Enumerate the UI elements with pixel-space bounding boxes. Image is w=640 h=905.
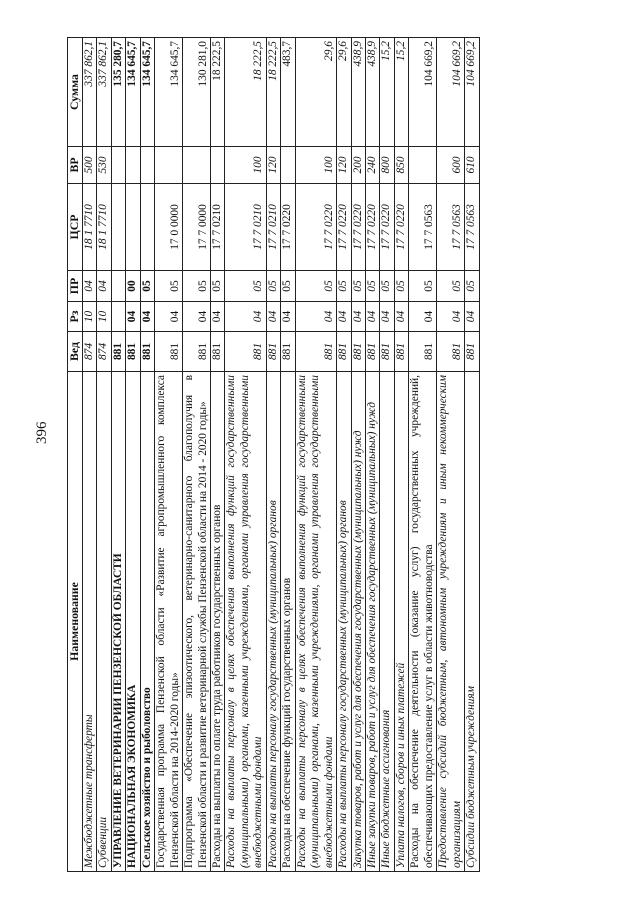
cell-pr: 05: [409, 271, 437, 302]
header-csr: ЦСР: [68, 184, 83, 271]
cell-vr: [140, 147, 154, 184]
cell-pr: 05: [225, 271, 266, 302]
cell-sum: 104 669,2: [437, 38, 465, 147]
cell-ved: 881: [210, 332, 224, 372]
cell-vr: [111, 147, 125, 184]
cell-vr: 100: [225, 147, 266, 184]
table-row: [281, 38, 295, 872]
cell-ved: 881: [437, 332, 465, 372]
cell-ved: 881: [225, 332, 266, 372]
cell-vr: [183, 147, 211, 184]
cell-ved: 881: [409, 332, 437, 372]
cell-sum: 15,2: [380, 38, 394, 147]
cell-name: Расходы на обеспечение деятельности (оказание услуг) государственных учреждений, обеспечивающих предоставление услуг в области животноводства: [409, 372, 437, 872]
cell-ved: 881: [380, 332, 394, 372]
cell-rz: 04: [140, 302, 154, 332]
table-row: [111, 38, 125, 872]
cell-ved: 881: [465, 332, 479, 372]
cell-sum: 438,9: [365, 38, 379, 147]
cell-pr: 05: [437, 271, 465, 302]
cell-pr: 04: [97, 271, 111, 302]
cell-csr: 17 7 0210: [210, 184, 224, 271]
table-header-row: [68, 38, 83, 872]
table-row: [437, 38, 465, 872]
cell-rz: 04: [380, 302, 394, 332]
cell-name: Расходы на выплаты персоналу государственных (муниципальных) органов: [337, 372, 351, 872]
cell-csr: [140, 184, 154, 271]
cell-csr: [111, 184, 125, 271]
cell-vr: [210, 147, 224, 184]
cell-rz: 04: [183, 302, 211, 332]
cell-pr: 05: [380, 271, 394, 302]
cell-pr: 05: [351, 271, 365, 302]
cell-csr: 17 0 0000: [155, 184, 183, 271]
cell-rz: 04: [351, 302, 365, 332]
cell-sum: 29,6: [337, 38, 351, 147]
cell-name: Закупка товаров, работ и услуг для обеспечения государственных (муниципальных) нужд: [351, 372, 365, 872]
cell-vr: 850: [394, 147, 408, 184]
cell-pr: 05: [337, 271, 351, 302]
cell-rz: 04: [365, 302, 379, 332]
cell-rz: 04: [266, 302, 280, 332]
cell-rz: 10: [82, 302, 96, 332]
cell-rz: 04: [225, 302, 266, 332]
header-vr: ВР: [68, 147, 83, 184]
cell-csr: 17 7 0210: [266, 184, 280, 271]
cell-sum: 337 862,1: [97, 38, 111, 147]
cell-pr: 05: [266, 271, 280, 302]
cell-ved: 881: [337, 332, 351, 372]
cell-sum: 438,9: [351, 38, 365, 147]
cell-ved: 881: [126, 332, 140, 372]
cell-csr: 17 7 0220: [380, 184, 394, 271]
cell-rz: 04: [210, 302, 224, 332]
cell-sum: 29,6: [295, 38, 336, 147]
cell-vr: [126, 147, 140, 184]
cell-ved: 881: [365, 332, 379, 372]
table-row: [225, 38, 266, 872]
cell-csr: 17 7 0210: [225, 184, 266, 271]
cell-sum: 135 280,7: [111, 38, 125, 147]
table-row: [82, 38, 96, 872]
cell-vr: 120: [266, 147, 280, 184]
cell-sum: 104 669,2: [465, 38, 479, 147]
table-row: [465, 38, 479, 872]
cell-rz: 04: [394, 302, 408, 332]
table-row: [97, 38, 111, 872]
cell-pr: 05: [183, 271, 211, 302]
cell-name: Расходы на выплаты персоналу в целях обеспечения выполнения функций государственными (муниципальными) органами, казенными учреждениями, органами управления государственными внебюджетными фондами: [295, 372, 336, 872]
table-row: [351, 38, 365, 872]
cell-ved: 881: [183, 332, 211, 372]
cell-csr: 17 7 0563: [437, 184, 465, 271]
cell-vr: 610: [465, 147, 479, 184]
cell-vr: 120: [337, 147, 351, 184]
header-rz: Рз: [68, 302, 83, 332]
table-row: [126, 38, 140, 872]
cell-vr: 240: [365, 147, 379, 184]
header-sum: Сумма: [68, 38, 83, 147]
cell-vr: [409, 147, 437, 184]
header-pr: ПР: [68, 271, 83, 302]
cell-csr: 17 7 0220: [351, 184, 365, 271]
cell-rz: 04: [437, 302, 465, 332]
cell-ved: 874: [97, 332, 111, 372]
cell-sum: 483,7: [281, 38, 295, 147]
cell-name: Субвенции: [97, 372, 111, 872]
cell-name: Расходы на выплаты персоналу в целях обеспечения выполнения функций государственными (муниципальными) органами, казенными учреждениями, органами управления государственными внебюджетными фондами: [225, 372, 266, 872]
cell-name: НАЦИОНАЛЬНАЯ ЭКОНОМИКА: [126, 372, 140, 872]
cell-csr: 18 1 7710: [82, 184, 96, 271]
table-row: [365, 38, 379, 872]
cell-pr: 05: [465, 271, 479, 302]
cell-sum: 337 862,1: [82, 38, 96, 147]
cell-rz: 04: [465, 302, 479, 332]
table-row: [295, 38, 336, 872]
cell-name: Субсидии бюджетным учреждениям: [465, 372, 479, 872]
cell-csr: 18 1 7710: [97, 184, 111, 271]
cell-name: Государственная программа Пензенской области «Развитие агропромышленного комплекса Пензенской области на 2014-2020 годы»: [155, 372, 183, 872]
cell-pr: 04: [82, 271, 96, 302]
cell-vr: 200: [351, 147, 365, 184]
cell-ved: 881: [351, 332, 365, 372]
cell-sum: 18 222,5: [266, 38, 280, 147]
cell-pr: 05: [365, 271, 379, 302]
cell-pr: 05: [210, 271, 224, 302]
cell-pr: 05: [281, 271, 295, 302]
cell-rz: 04: [126, 302, 140, 332]
cell-rz: [111, 302, 125, 332]
header-name: Наименование: [68, 372, 83, 872]
cell-ved: 874: [82, 332, 96, 372]
cell-pr: 05: [394, 271, 408, 302]
cell-vr: 100: [295, 147, 336, 184]
cell-name: Расходы на выплаты по оплате труда работников государственных органов: [210, 372, 224, 872]
cell-sum: 130 281,0: [183, 38, 211, 147]
cell-sum: 134 645,7: [140, 38, 154, 147]
cell-csr: 17 7 0220: [394, 184, 408, 271]
cell-csr: 17 7 0000: [183, 184, 211, 271]
table-row: [409, 38, 437, 872]
cell-ved: 881: [295, 332, 336, 372]
cell-name: Иные бюджетные ассигнования: [380, 372, 394, 872]
cell-name: Межбюджетные трансферты: [82, 372, 96, 872]
cell-name: Сельское хозяйство и рыболовство: [140, 372, 154, 872]
rotated-page: [67, 38, 579, 872]
cell-vr: [281, 147, 295, 184]
cell-csr: 17 7 0220: [295, 184, 336, 271]
table-body: [82, 38, 479, 872]
cell-rz: 10: [97, 302, 111, 332]
cell-ved: 881: [266, 332, 280, 372]
cell-csr: 17 7 0563: [465, 184, 479, 271]
cell-name: Подпрограмма «Обеспечение эпизоотического, ветеринарно-санитарного благополучия в Пензенской области и развитие ветеринарной службы Пензенской области на 2014 - 2020 годы»: [183, 372, 211, 872]
table-row: [210, 38, 224, 872]
cell-vr: [155, 147, 183, 184]
cell-rz: 04: [295, 302, 336, 332]
cell-ved: 881: [140, 332, 154, 372]
cell-sum: 18 222,5: [225, 38, 266, 147]
cell-ved: 881: [111, 332, 125, 372]
table-row: [140, 38, 154, 872]
cell-rz: 04: [281, 302, 295, 332]
cell-ved: 881: [394, 332, 408, 372]
cell-rz: 04: [155, 302, 183, 332]
table-row: [183, 38, 211, 872]
cell-name: Уплата налогов, сборов и иных платежей: [394, 372, 408, 872]
cell-ved: 881: [281, 332, 295, 372]
page-number: 396: [34, 421, 50, 444]
cell-csr: 17 7 0220: [337, 184, 351, 271]
table-row: [155, 38, 183, 872]
budget-table: [67, 37, 480, 872]
cell-name: Иные закупки товаров, работ и услуг для обеспечения государственных (муниципальных) нужд: [365, 372, 379, 872]
header-ved: Вед: [68, 332, 83, 372]
cell-ved: 881: [155, 332, 183, 372]
cell-sum: 134 645,7: [126, 38, 140, 147]
cell-name: Предоставление субсидий бюджетным, автономным учреждениям и иным некоммерческим организациям: [437, 372, 465, 872]
cell-csr: [126, 184, 140, 271]
table-row: [394, 38, 408, 872]
cell-pr: 05: [295, 271, 336, 302]
cell-name: Расходы на обеспечение функций государственных органов: [281, 372, 295, 872]
table-row: [266, 38, 280, 872]
cell-sum: 134 645,7: [155, 38, 183, 147]
cell-name: Расходы на выплаты персоналу государственных (муниципальных) органов: [266, 372, 280, 872]
cell-vr: 800: [380, 147, 394, 184]
cell-name: УПРАВЛЕНИЕ ВЕТЕРИНАРИИ ПЕНЗЕНСКОЙ ОБЛАСТИ: [111, 372, 125, 872]
cell-csr: 17 7 0563: [409, 184, 437, 271]
table-row: [380, 38, 394, 872]
cell-sum: 104 669,2: [409, 38, 437, 147]
cell-vr: 530: [97, 147, 111, 184]
cell-pr: 05: [140, 271, 154, 302]
cell-vr: 600: [437, 147, 465, 184]
cell-sum: 15,2: [394, 38, 408, 147]
cell-sum: 18 222,5: [210, 38, 224, 147]
cell-rz: 04: [409, 302, 437, 332]
cell-pr: 05: [155, 271, 183, 302]
cell-csr: 17 7 0220: [365, 184, 379, 271]
cell-pr: 00: [126, 271, 140, 302]
cell-rz: 04: [337, 302, 351, 332]
cell-csr: 17 7 0220: [281, 184, 295, 271]
cell-pr: [111, 271, 125, 302]
table-row: [337, 38, 351, 872]
cell-vr: 500: [82, 147, 96, 184]
